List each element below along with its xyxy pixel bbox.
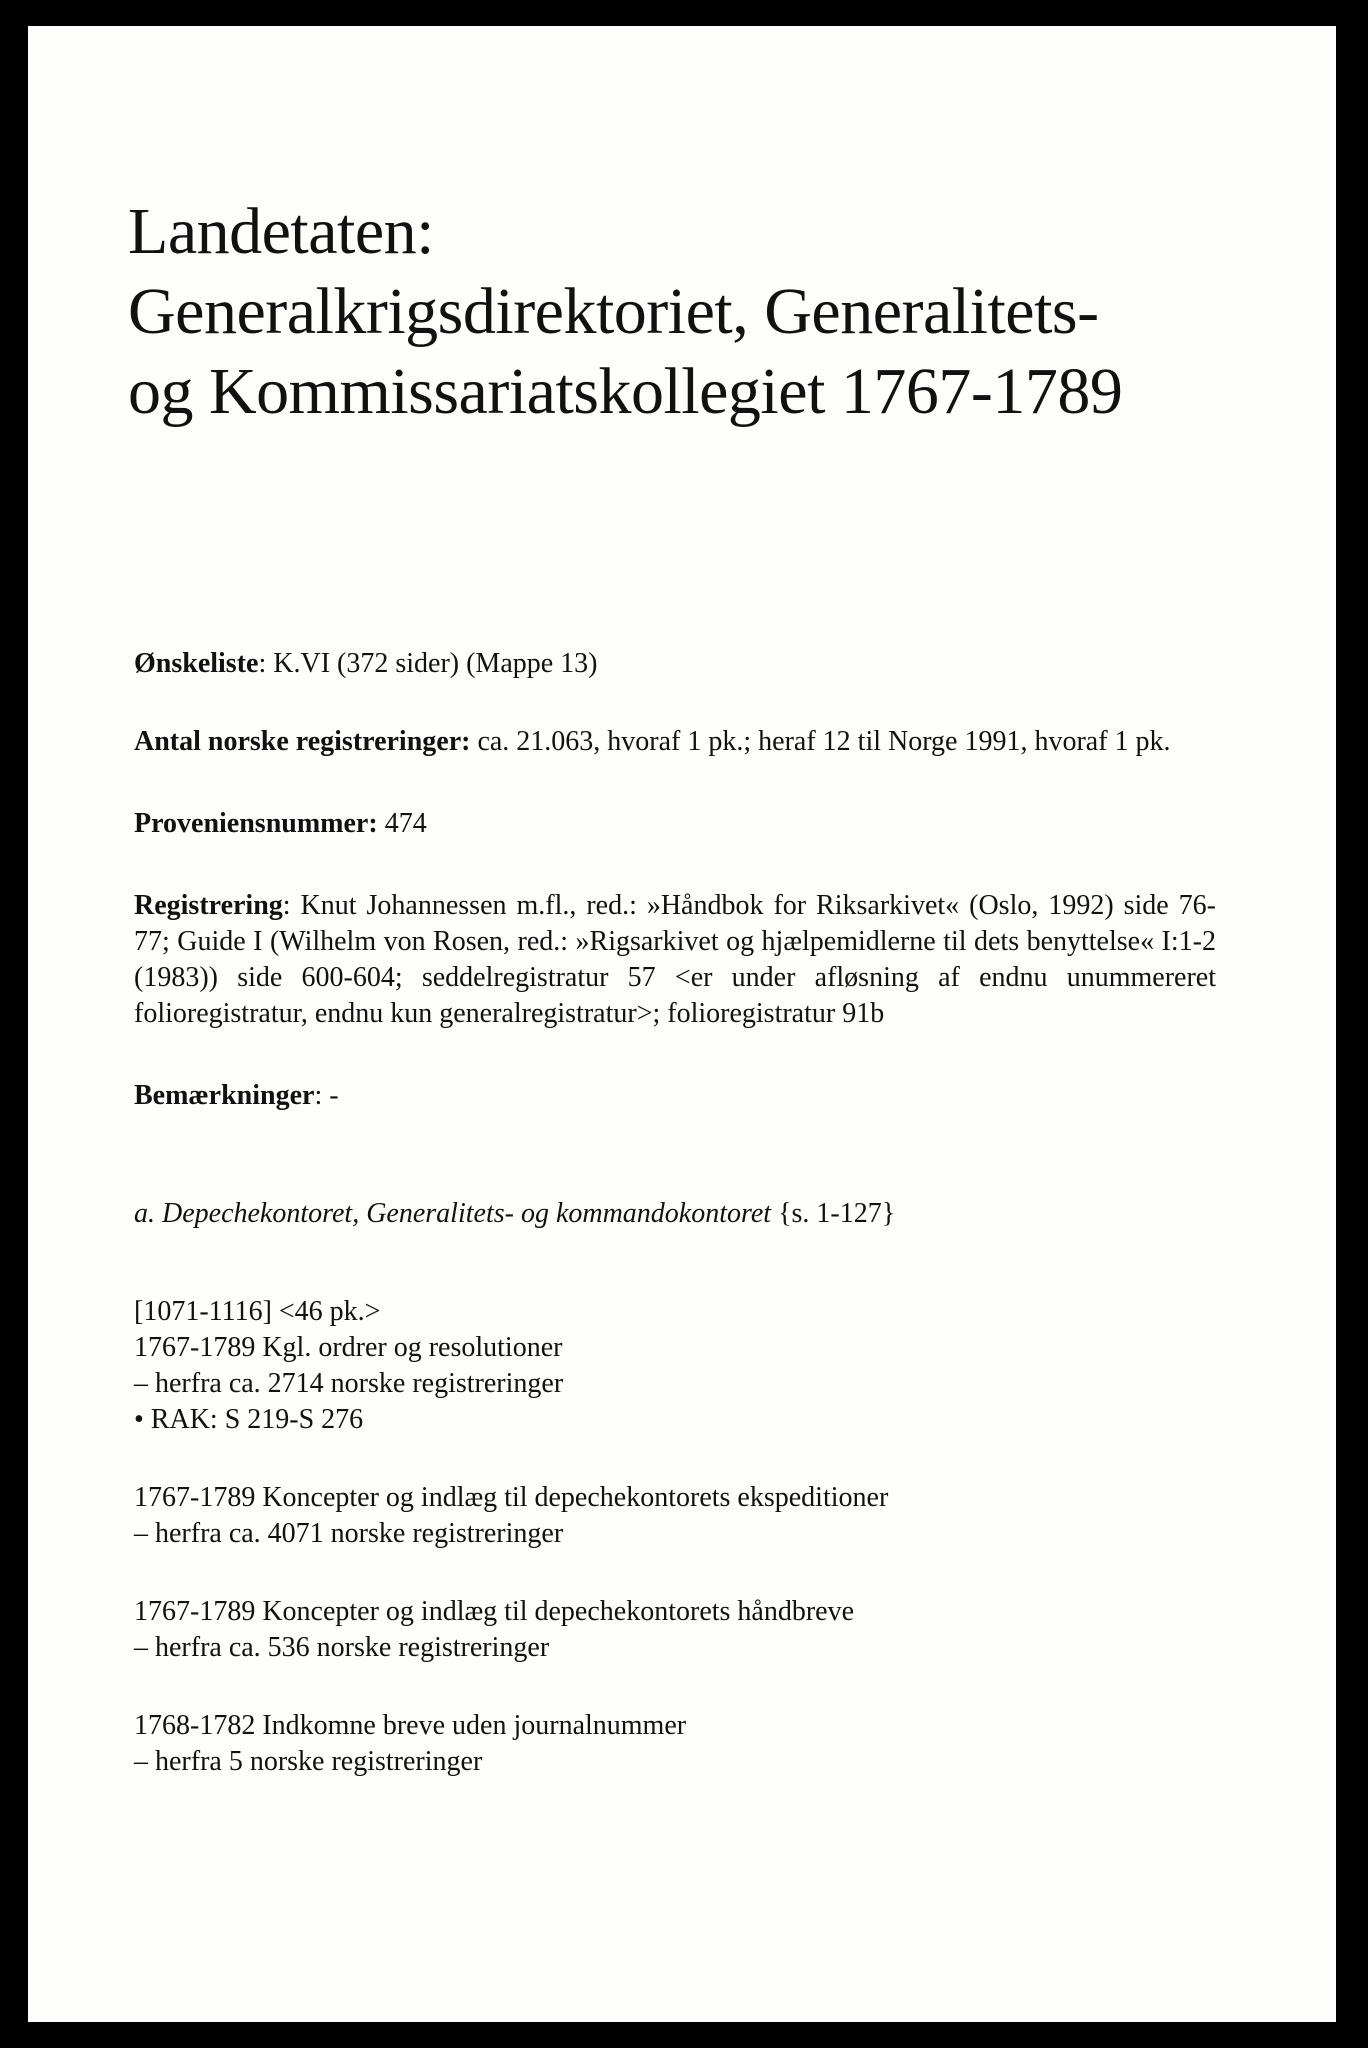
section-range: {s. 1-127}: [778, 1198, 896, 1229]
register-entry: [134, 1294, 1216, 1438]
entry-line: 1767-1789 Koncepter og indlæg til depechekontorets håndbreve: [134, 1596, 855, 1627]
register-entry: [134, 1480, 1216, 1552]
page-title: [128, 192, 1122, 432]
register-entry: [134, 1594, 1216, 1666]
field-value: ca. 21.063, hvoraf 1 pk.; heraf 12 til Norge 1991, hvoraf 1 pk.: [477, 726, 1171, 757]
register-entry: [134, 1708, 1216, 1780]
field-label: Ønskeliste: [134, 648, 259, 679]
bemaerkninger-field: Bemærkninger: -: [134, 1080, 339, 1111]
field-label: Bemærkninger: [134, 1080, 315, 1111]
onskeliste-field: Ønskeliste: K.VI (372 sider) (Mappe 13): [134, 648, 598, 679]
document-body: [134, 646, 1216, 1780]
field-value: K.VI (372 sider) (Mappe 13): [273, 648, 598, 679]
entry-line: 1767-1789 Koncepter og indlæg til depechekontorets ekspeditioner: [134, 1482, 889, 1513]
field-label: Proveniensnummer:: [134, 808, 378, 839]
section-title: a. Depechekontoret, Generalitets- og kommandokontoret: [134, 1198, 772, 1229]
entry-line: – herfra ca. 4071 norske registreringer: [134, 1518, 564, 1549]
registrering-field: Registrering: Knut Johannessen m.fl., red.: »Håndbok for Riksarkivet« (Oslo, 1992) side 76-77; Guide I (Wilhelm von Rosen, red.: »Rigsarkivet og hjælpemidlerne til dets benyttelse« I:1-2 (1983)) side 600-604; seddelregistratur 57 <er under afløsning af endnu unummereret folioregistratur, endnu kun generalregistratur>; folioregistratur 91b: [134, 890, 1217, 1029]
title-line: Generalkrigsdirektoriet, Generalitets-: [128, 275, 1099, 348]
section-heading: [134, 1196, 1216, 1232]
entry-line: [1071-1116] <46 pk.>: [134, 1296, 381, 1327]
title-line: Landetaten:: [128, 195, 435, 268]
entry-line: – herfra ca. 536 norske registreringer: [134, 1632, 550, 1663]
field-label: Registrering: [134, 890, 283, 921]
field-label: Antal norske registreringer:: [134, 726, 471, 757]
title-line: og Kommissariatskollegiet 1767-1789: [128, 355, 1123, 428]
proveniens-field: [134, 806, 1216, 842]
field-value: Knut Johannessen m.fl., red.: »Håndbok for Riksarkivet« (Oslo, 1992) side 76-77; Guide I (Wilhelm von Rosen, red.: »Rigsarkivet og hjælpemidlerne til dets benyttelse« I:1-2 (1983)) side 600-604; seddelregistratur 57 <er under afløsning af endnu unummereret folioregistratur, endnu kun generalregistratur>; folioregistratur 91b: [134, 890, 1217, 1029]
entry-line: – herfra 5 norske registreringer: [134, 1746, 483, 1777]
entry-line: 1768-1782 Indkomne breve uden journalnummer: [134, 1710, 687, 1741]
entry-line: • RAK: S 219-S 276: [134, 1404, 364, 1435]
entry-line: 1767-1789 Kgl. ordrer og resolutioner: [134, 1332, 563, 1363]
antal-field: [134, 724, 1216, 760]
entry-line: – herfra ca. 2714 norske registreringer: [134, 1368, 564, 1399]
field-value: -: [329, 1080, 339, 1111]
document-page: [28, 26, 1336, 2022]
field-value: 474: [384, 808, 427, 839]
